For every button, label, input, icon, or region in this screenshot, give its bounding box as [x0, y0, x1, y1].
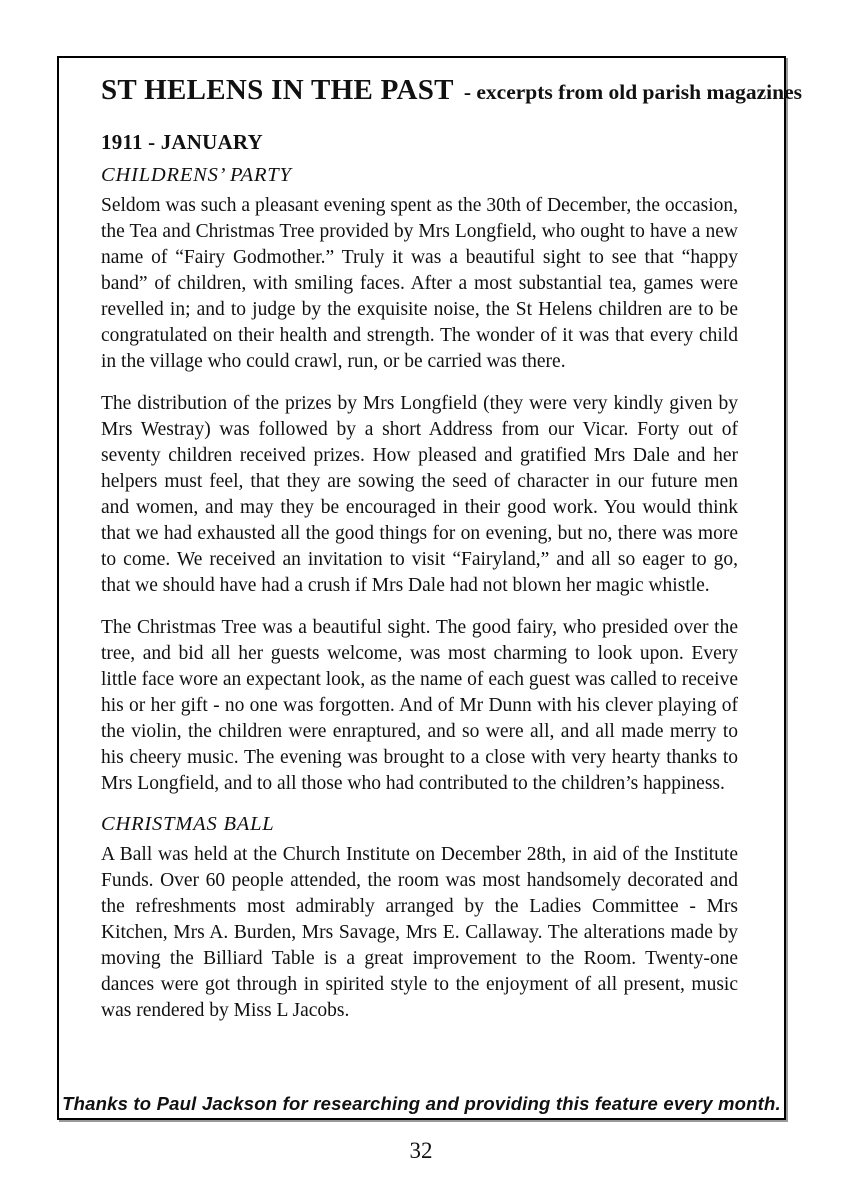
paragraph: The distribution of the prizes by Mrs Longfield (they were very kindly given by Mrs Westray) was followed by a short Address from our Vicar. Forty out of seventy children received prizes. How pleased and gratified Mrs Dale and her helpers must feel, that they are sowing the seed of character in our future men and women, and may they be encouraged in their good work. You would think that we had exhausted all the good things for on evening, but no, there was more to come. We received an invitation to visit “Fairyland,” and all so eager to go, that we should have had a crush if Mrs Dale had not blown her magic whistle. [101, 393, 738, 596]
article-title-main: ST HELENS IN THE PAST [101, 74, 454, 106]
page-number: 32 [409, 1138, 433, 1163]
paragraph: Seldom was such a pleasant evening spent as the 30th of December, the occasion, the Tea and Christmas Tree provided by Mrs Longfield, who ought to have a new name of “Fairy Godmother.” Truly it was a beautiful sight to see that “happy band” of children, with smiling faces. After a most substantial tea, games were revelled in; and to judge by the exquisite noise, the St Helens children are to be congratulated on their health and strength. The wonder of it was that every child in the village who could crawl, run, or be carried was there. [101, 195, 738, 372]
date-heading: 1911 - JANUARY [101, 130, 263, 154]
paragraph: The Christmas Tree was a beautiful sight. The good fairy, who presided over the tree, and bid all her guests welcome, was most charming to look upon. Every little face wore an expectant look, as the name of each guest was called to receive his or her gift - no one was forgotten. And of Mr Dunn with his clever playing of the violin, the children were enraptured, and so were all, and all made merry to his cheery music. The evening was brought to a close with very hearty thanks to Mrs Longfield, and to all those who had contributed to the children’s happiness. [101, 617, 738, 794]
footer-credit-note: Thanks to Paul Jackson for researching and providing this feature every month. [62, 1093, 781, 1114]
section-heading-childrens-party: CHILDRENS’ PARTY [101, 164, 292, 186]
section-heading-christmas-ball: CHRISTMAS BALL [101, 813, 275, 835]
article-title-suffix: - excerpts from old parish magazines [463, 80, 803, 104]
content-frame [57, 56, 803, 1120]
article-title [101, 74, 803, 107]
paragraph: A Ball was held at the Church Institute on December 28th, in aid of the Institute Funds. Over 60 people attended, the room was most handsomely decorated and the refreshments most admirably arranged by the Ladies Committee - Mrs Kitchen, Mrs A. Burden, Mrs Savage, Mrs E. Callaway. The alterations made by moving the Billiard Table is a great improvement to the Room. Twenty-one dances were got through in spirited style to the enjoyment of all present, music was rendered by Miss L Jacobs. [101, 844, 738, 1021]
